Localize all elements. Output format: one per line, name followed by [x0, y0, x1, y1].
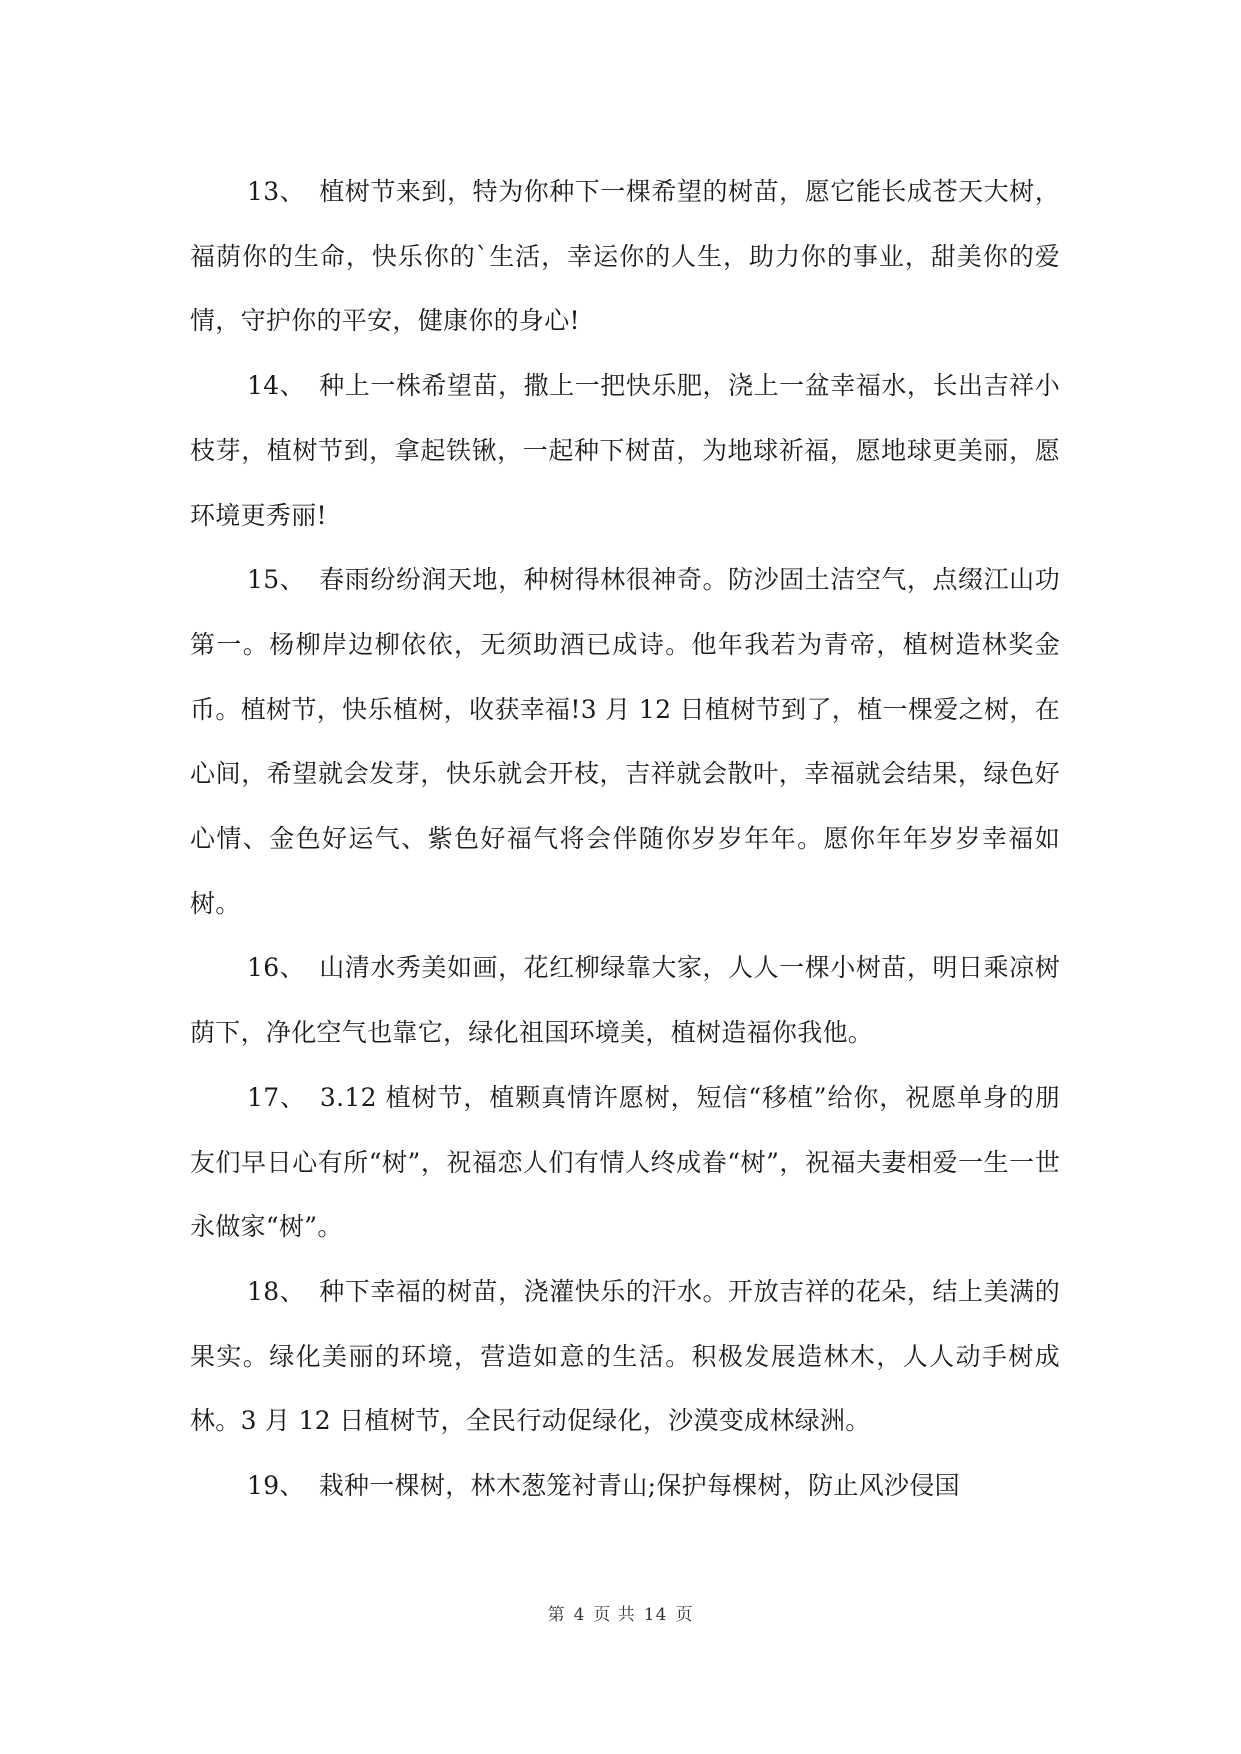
footer-middle: 页 共	[593, 1605, 636, 1625]
total-page-count: 14	[643, 1605, 668, 1625]
paragraph-17	[190, 1066, 1060, 1260]
page-footer	[0, 1600, 1241, 1625]
paragraph-19	[190, 1454, 1060, 1519]
paragraph-text: 3.12 植树节，植颗真情许愿树，短信“移植”给你，祝愿单身的朋友们早日心有所“树”，祝福恋人们有情人终成眷“树”，祝福夫妻相爱一生一世永做家“树”。	[190, 1082, 1060, 1242]
paragraph-text: 种下幸福的树苗，浇灌快乐的汗水。开放吉祥的花朵，结上美满的果实。绿化美丽的环境，营造如意的生活。积极发展造林木，人人动手树成林。3 月 12 日植树节，全民行动促绿化，沙漠变成林绿洲。	[190, 1276, 1060, 1436]
paragraph-text: 种上一株希望苗，撒上一把快乐肥，浇上一盆幸福水，长出吉祥小枝芽，植树节到，拿起铁锹，一起种下树苗，为地球祈福，愿地球更美丽，愿环境更秀丽!	[190, 371, 1060, 530]
paragraph-number: 17、	[247, 1082, 306, 1112]
paragraph-number: 18、	[247, 1276, 306, 1306]
paragraph-text: 春雨纷纷润天地，种树得林很神奇。防沙固土洁空气，点缀江山功第一。杨柳岸边柳依依，无须助酒已成诗。他年我若为青帝，植树造林奖金币。植树节，快乐植树，收获幸福!3 月 12 日植树节到了，植一棵爱之树，在心间，希望就会发芽，快乐就会开枝，吉祥就会散叶，幸福就会结果，绿色好心情、金色好运气、紫色好福气将会伴随你岁岁年年。愿你年年岁岁幸福如树。	[190, 565, 1060, 918]
paragraph-text: 山清水秀美如画，花红柳绿靠大家，人人一棵小树苗，明日乘凉树荫下，净化空气也靠它，绿化祖国环境美，植树造福你我他。	[190, 953, 1060, 1048]
paragraph-number: 16、	[247, 953, 306, 983]
paragraph-text: 植树节来到，特为你种下一棵希望的树苗，愿它能长成苍天大树，福荫你的生命，快乐你的`生活，幸运你的人生，助力你的事业，甜美你的爱情，守护你的平安，健康你的身心!	[190, 177, 1060, 336]
footer-suffix: 页	[675, 1605, 694, 1625]
document-body	[190, 160, 1060, 1519]
paragraph-number: 19、	[247, 1471, 305, 1501]
paragraph-13	[190, 160, 1060, 354]
paragraph-number: 14、	[247, 371, 306, 401]
paragraph-18	[190, 1260, 1060, 1454]
paragraph-number: 15、	[247, 565, 306, 595]
paragraph-text: 栽种一棵树，林木葱笼衬青山;保护每棵树，防止风沙侵国	[318, 1471, 960, 1501]
paragraph-15	[190, 548, 1060, 936]
paragraph-number: 13、	[247, 177, 306, 206]
paragraph-14	[190, 354, 1060, 548]
footer-prefix: 第	[547, 1605, 566, 1625]
current-page-number: 4	[573, 1605, 586, 1625]
paragraph-16	[190, 936, 1060, 1065]
